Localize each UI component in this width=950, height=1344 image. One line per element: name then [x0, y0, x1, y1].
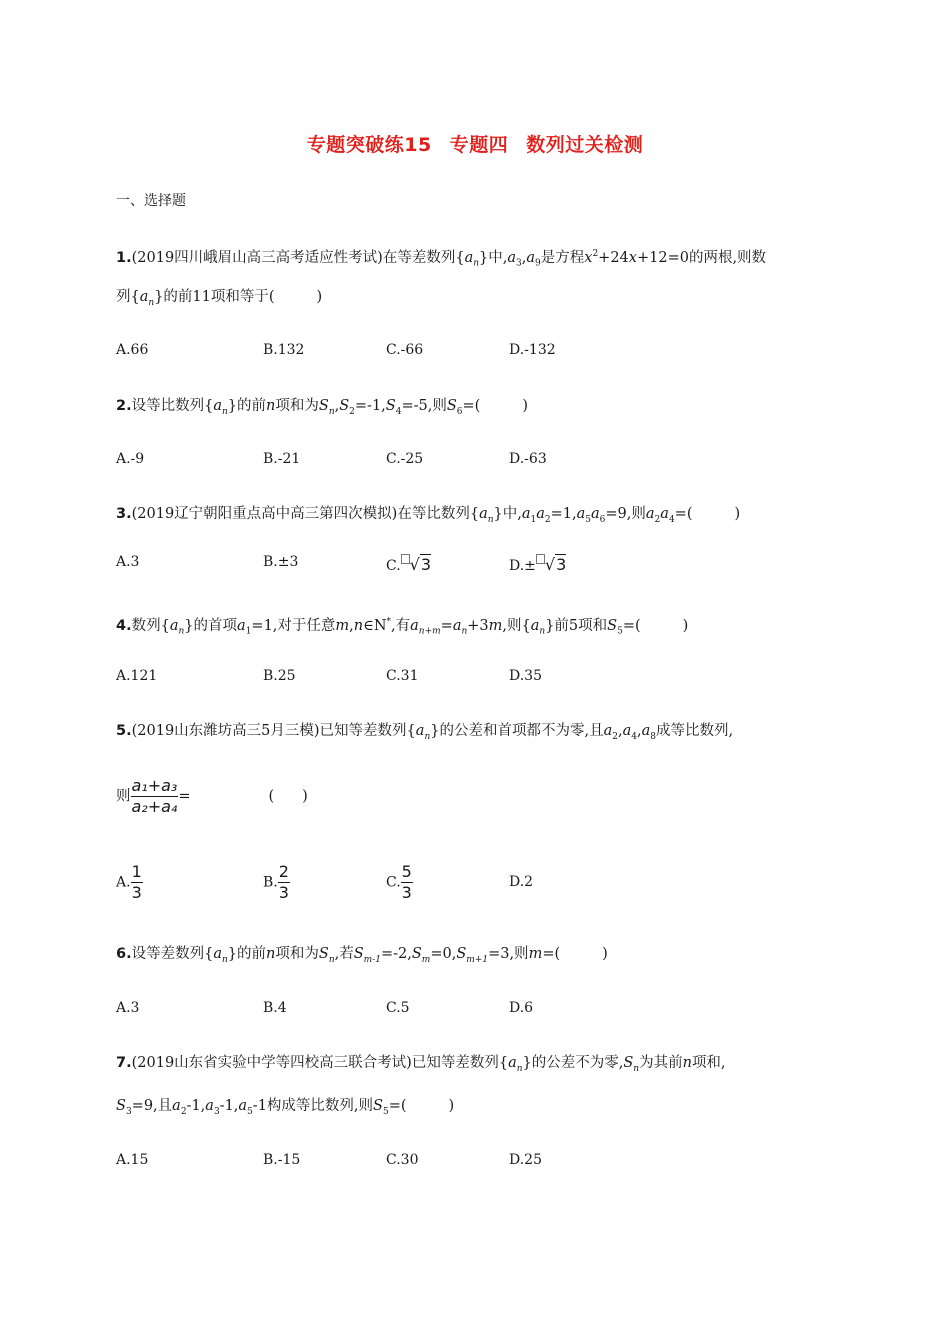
radical-expression: √3 — [536, 555, 566, 574]
question-2-options — [116, 451, 716, 475]
question-7-line-2: $S_3=9$,且$a_2-1,a_3-1,a_5-1$构成等比数列,则$S_5=$( ) — [116, 1098, 455, 1117]
option-b[interactable]: B.-15 — [263, 1152, 301, 1168]
option-a[interactable]: A. $\frac{1}{3}$ — [116, 862, 142, 902]
option-a[interactable]: A.3 — [116, 1000, 140, 1016]
question-6-options — [116, 1000, 716, 1024]
question-2: 2.设等比数列$\{a_n\}$的前n项和为$S_n,S_2=-1,S_4=-5$,则$S_6=$( ) — [116, 398, 528, 417]
question-1-line-2: 列$\{a_n\}$的前11项和等于( ) — [116, 289, 323, 308]
option-c[interactable]: C.-66 — [386, 342, 424, 358]
option-b[interactable]: B.4 — [263, 1000, 287, 1016]
question-3: 3.(2019辽宁朝阳重点高中高三第四次模拟)在等比数列$\{a_n\}$中$,a_1a_2=1,a_5a_6=9$,则$a_2a_4=$( ) — [116, 506, 741, 525]
title-part-1: 专题突破练15 — [306, 134, 432, 156]
option-b[interactable]: B. $\frac{2}{3}$ — [263, 862, 289, 902]
fraction-expression: $\frac{\text{a₁+a₃}}{\text{a₂+a₄}}$ — [131, 776, 178, 816]
option-d[interactable]: D.2 — [509, 874, 534, 890]
title-part-3: 数列过关检测 — [526, 134, 644, 156]
question-4: 4.数列$\{a_n\}$的首项$a_1=1$,对于任意m,n∈N*,有$a_{n+m}=a_n+3m$,则$\{a_n\}$前5项和$S_5=$( ) — [116, 617, 689, 637]
option-a[interactable]: A.121 — [116, 668, 158, 684]
question-7-options — [116, 1152, 716, 1176]
option-c[interactable]: C.31 — [386, 668, 419, 684]
option-a[interactable]: A.15 — [116, 1152, 149, 1168]
option-c[interactable]: C.30 — [386, 1152, 419, 1168]
option-d[interactable]: D.-132 — [509, 342, 556, 358]
option-b[interactable]: B.25 — [263, 668, 296, 684]
question-6: 6.设等差数列$\{a_n\}$的前n项和为$S_n$,若$S_{m-1}=-2,S_m=0,S_{m+1}=3$,则m=( ) — [116, 946, 608, 965]
question-5-line-2: 则 $\frac{\text{a₁+a₃}}{\text{a₂+a₄}}$ = ( ) — [116, 776, 308, 816]
option-c[interactable]: C. $\frac{5}{3}$ — [386, 862, 412, 902]
option-d[interactable]: D.35 — [509, 668, 542, 684]
section-heading: 一、选择题 — [116, 193, 186, 209]
question-3-options — [116, 554, 716, 578]
page-title — [0, 130, 950, 157]
question-1-options — [116, 342, 716, 366]
option-a[interactable]: A.66 — [116, 342, 149, 358]
option-a[interactable]: A.3 — [116, 554, 140, 570]
question-1-line-1: 1.(2019四川峨眉山高三高考适应性考试)在等差数列$\{a_n\}$中$,a_3,a_9$是方程$x^2+24x+12=0$的两根,则数 — [116, 249, 767, 269]
option-c[interactable]: C.-25 — [386, 451, 424, 467]
question-7-line-1: 7.(2019山东省实验中学等四校高三联合考试)已知等差数列$\{a_n\}$的公差不为零$,S_n$为其前n项和, — [116, 1055, 726, 1074]
title-part-2: 专题四 — [449, 134, 509, 156]
question-4-options — [116, 668, 716, 692]
radical-expression: √3 — [401, 555, 431, 574]
option-d[interactable]: D.-63 — [509, 451, 547, 467]
option-d[interactable]: D.± √3 — [509, 555, 567, 574]
question-5-line-1: 5.(2019山东潍坊高三5月三模)已知等差数列$\{a_n\}$的公差和首项都不为零,且$a_2,a_4,a_8$成等比数列, — [116, 723, 734, 742]
option-d[interactable]: D.6 — [509, 1000, 534, 1016]
option-c[interactable]: C.5 — [386, 1000, 410, 1016]
question-5-options — [116, 862, 716, 908]
option-b[interactable]: B.-21 — [263, 451, 301, 467]
question-number: 1. — [116, 249, 132, 266]
option-b[interactable]: B.132 — [263, 342, 305, 358]
option-c[interactable]: C. √3 — [386, 555, 432, 574]
option-b[interactable]: B.±3 — [263, 554, 299, 570]
option-a[interactable]: A.-9 — [116, 451, 145, 467]
option-d[interactable]: D.25 — [509, 1152, 542, 1168]
